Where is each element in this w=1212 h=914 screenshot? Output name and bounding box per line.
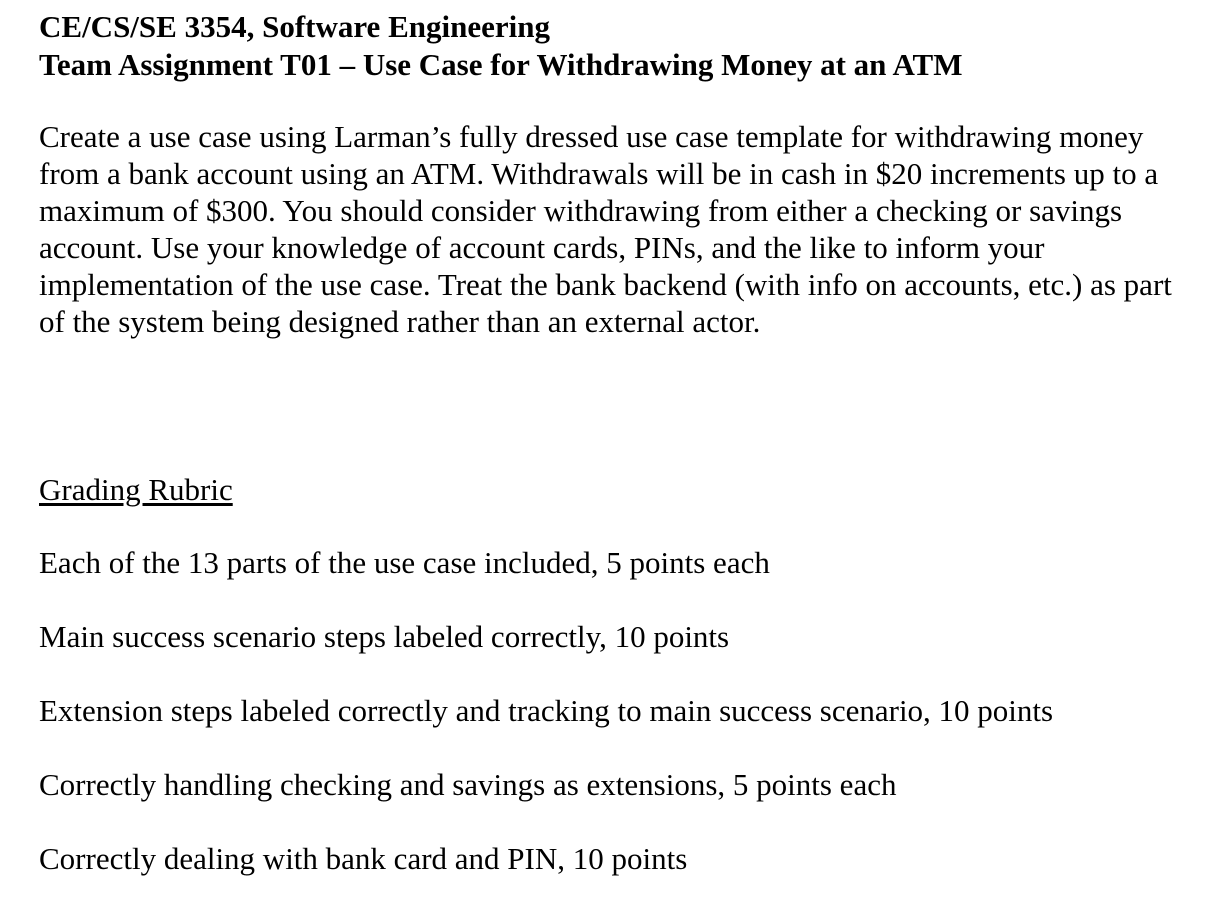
document-header	[39, 8, 1199, 84]
document-page	[39, 8, 1199, 914]
course-title: CE/CS/SE 3354, Software Engineering	[39, 9, 550, 44]
rubric-item: Correctly dealing with bank card and PIN, 10 points	[39, 841, 688, 876]
rubric-item: Each of the 13 parts of the use case included, 5 points each	[39, 545, 770, 580]
grading-rubric-section	[39, 340, 1199, 878]
rubric-heading: Grading Rubric	[39, 472, 233, 507]
assignment-title: Team Assignment T01 – Use Case for Withdrawing Money at an ATM	[39, 47, 963, 82]
rubric-item: Main success scenario steps labeled correctly, 10 points	[39, 619, 730, 654]
rubric-list	[39, 544, 1199, 878]
intro-paragraph: Create a use case using Larman’s fully dressed use case template for withdrawing money from a bank account using an ATM. Withdrawals will be in cash in $20 increments up to a maximum of $300. You should consider withdrawing from either a checking or savings account. Use your knowledge of account cards, PINs, and the like to inform your implementation of the use case. Treat the bank backend (with info on accounts, etc.) as part of the system being designed rather than an external actor.	[39, 119, 1172, 339]
rubric-item: Extension steps labeled correctly and tracking to main success scenario, 10 points	[39, 693, 1054, 728]
rubric-item: Correctly handling checking and savings as extensions, 5 points each	[39, 767, 897, 802]
